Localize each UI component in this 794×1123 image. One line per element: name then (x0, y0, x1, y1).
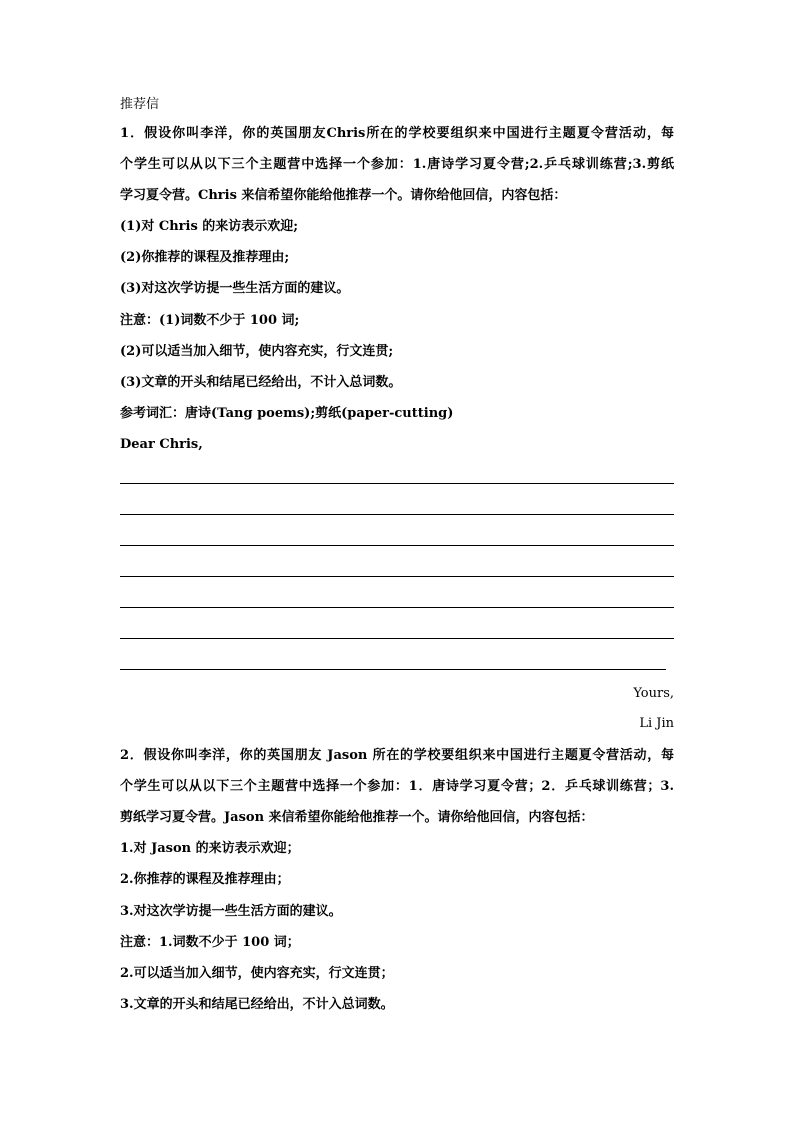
q1-requirement-3: (3)对这次学访提一些生活方面的建议。 (120, 281, 350, 296)
q2-note-2: 2.可以适当加入细节，使内容充实，行文连贯； (120, 966, 394, 981)
answer-line (120, 669, 666, 670)
q2-prompt-line-3: 剪纸学习夏令营。Jason 来信希望你能给他推荐一个。请你给他回信，内容包括： (120, 810, 594, 825)
q1-vocabulary: 参考词汇：唐诗(Tang poems);剪纸(paper-cutting) (120, 406, 454, 421)
q2-requirement-3: 3.对这次学访提一些生活方面的建议。 (120, 904, 342, 919)
q1-note-1: 注意：(1)词数不少于 100 词; (120, 313, 300, 328)
q2-requirement-2: 2.你推荐的课程及推荐理由； (120, 872, 290, 887)
document-title: 推荐信 (120, 97, 160, 112)
q1-closing: Yours, (633, 686, 674, 701)
q1-note-3: (3)文章的开头和结尾已经给出，不计入总词数。 (120, 375, 402, 390)
q1-prompt-line-2: 个学生可以从以下三个主题营中选择一个参加：1.唐诗学习夏令营;2.乒乓球训练营;3.剪纸 (120, 157, 674, 172)
q2-requirement-1: 1.对 Jason 的来访表示欢迎； (120, 841, 300, 856)
q1-salutation: Dear Chris, (120, 437, 203, 452)
answer-line (120, 607, 674, 608)
answer-line (120, 545, 674, 546)
answer-line (120, 638, 674, 639)
q1-prompt-line-3: 学习夏令营。Chris 来信希望你能给他推荐一个。请你给他回信，内容包括： (120, 188, 567, 203)
answer-line (120, 483, 674, 484)
answer-line (120, 576, 674, 577)
q1-requirement-1: (1)对 Chris 的来访表示欢迎; (120, 219, 299, 234)
q1-signature: Li Jin (639, 716, 674, 731)
q2-prompt-line-1: 2．假设你叫李洋，你的英国朋友 Jason 所在的学校要组织来中国进行主题夏令营活动，每 (120, 748, 674, 763)
q2-prompt-line-2: 个学生可以从以下三个主题营中选择一个参加：1．唐诗学习夏令营；2．乒乓球训练营；3. (120, 779, 674, 794)
q1-requirement-2: (2)你推荐的课程及推荐理由; (120, 250, 290, 265)
q2-note-3: 3.文章的开头和结尾已经给出，不计入总词数。 (120, 997, 394, 1012)
q1-note-2: (2)可以适当加入细节，使内容充实，行文连贯; (120, 344, 394, 359)
answer-line (120, 514, 674, 515)
q1-prompt-line-1: 1．假设你叫李洋，你的英国朋友Chris所在的学校要组织来中国进行主题夏令营活动，每 (120, 126, 674, 141)
q2-note-1: 注意：1.词数不少于 100 词； (120, 935, 300, 950)
